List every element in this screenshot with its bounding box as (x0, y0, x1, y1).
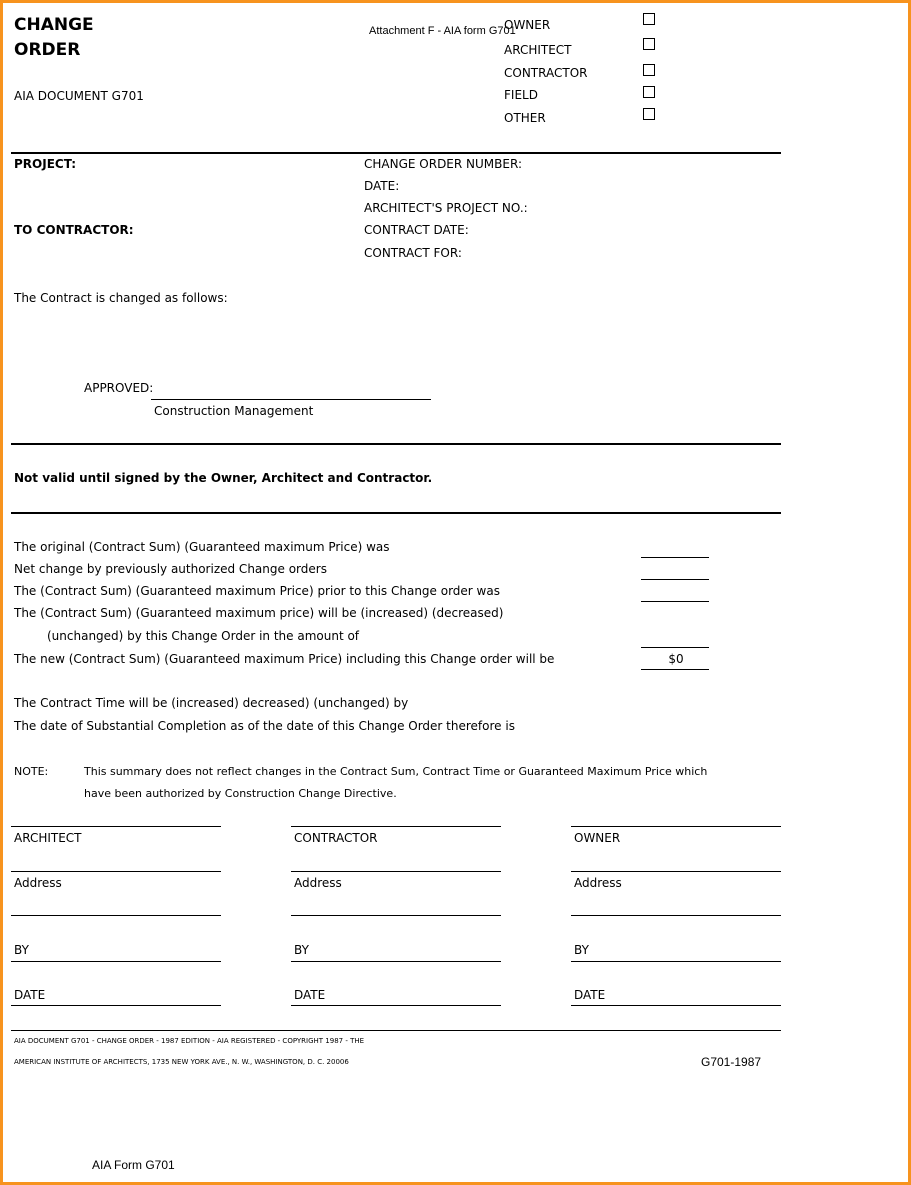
distribution-contractor-checkbox[interactable] (643, 64, 655, 76)
will-be-text-line1: The (Contract Sum) (Guaranteed maximum price) will be (increased) (decreased) (14, 606, 504, 620)
approved-label: APPROVED: (84, 381, 154, 395)
form-title-line1: CHANGE (14, 15, 94, 35)
architect-date-line[interactable] (11, 1005, 221, 1006)
change-amount-field[interactable] (641, 647, 709, 648)
owner-address-line[interactable] (571, 871, 781, 872)
owner-by-label: BY (574, 943, 589, 957)
form-title-line2: ORDER (14, 40, 81, 60)
copyright-line1: AIA DOCUMENT G701 - CHANGE ORDER - 1987 EDITION - AIA REGISTERED - COPYRIGHT 1987 - THE (14, 1037, 365, 1045)
changed-as-follows-text: The Contract is changed as follows: (14, 291, 228, 305)
new-sum-value: $0 (668, 652, 684, 666)
note-text-line1: This summary does not reflect changes in the Contract Sum, Contract Time or Guaranteed Maximum Price which (84, 765, 708, 778)
distribution-field-label: FIELD (504, 88, 538, 102)
contractor-by-line[interactable] (291, 961, 501, 962)
note-label: NOTE: (14, 765, 49, 778)
note-text-line2: have been authorized by Construction Change Directive. (84, 787, 397, 800)
architect-by-line[interactable] (11, 961, 221, 962)
substantial-completion-text: The date of Substantial Completion as of the date of this Change Order therefore is (14, 719, 515, 733)
owner-address-line-2[interactable] (571, 915, 781, 916)
form-code: G701-1987 (701, 1055, 762, 1069)
net-change-text: Net change by previously authorized Change orders (14, 562, 327, 576)
architect-signature-line[interactable] (11, 826, 221, 827)
prior-sum-text: The (Contract Sum) (Guaranteed maximum Price) prior to this Change order was (14, 584, 500, 598)
contract-time-text: The Contract Time will be (increased) decreased) (unchanged) by (14, 696, 409, 710)
owner-by-line[interactable] (571, 961, 781, 962)
project-label: PROJECT: (14, 157, 77, 171)
architect-address-line[interactable] (11, 871, 221, 872)
distribution-field-checkbox[interactable] (643, 86, 655, 98)
distribution-contractor-label: CONTRACTOR (504, 66, 588, 80)
divider (11, 152, 781, 154)
architect-project-no-label: ARCHITECT'S PROJECT NO.: (364, 201, 528, 215)
will-be-text-line2: (unchanged) by this Change Order in the amount of (47, 629, 360, 643)
contractor-address-label: Address (294, 876, 342, 890)
distribution-architect-label: ARCHITECT (504, 43, 572, 57)
owner-date-label: DATE (574, 988, 606, 1002)
distribution-owner-checkbox[interactable] (643, 13, 655, 25)
architect-date-label: DATE (14, 988, 46, 1002)
distribution-other-checkbox[interactable] (643, 108, 655, 120)
contractor-address-line-2[interactable] (291, 915, 501, 916)
approved-signature-line[interactable] (151, 399, 431, 400)
contractor-date-label: DATE (294, 988, 326, 1002)
owner-signature-line[interactable] (571, 826, 781, 827)
change-order-number-label: CHANGE ORDER NUMBER: (364, 157, 522, 171)
contract-date-label: CONTRACT DATE: (364, 223, 469, 237)
owner-label: OWNER (574, 831, 621, 845)
contractor-by-label: BY (294, 943, 309, 957)
validity-notice: Not valid until signed by the Owner, Architect and Contractor. (14, 471, 433, 485)
architect-label: ARCHITECT (14, 831, 82, 845)
architect-address-line-2[interactable] (11, 915, 221, 916)
to-contractor-label: TO CONTRACTOR: (14, 223, 134, 237)
net-change-field[interactable] (641, 579, 709, 580)
form-name: AIA Form G701 (92, 1158, 175, 1172)
contract-for-label: CONTRACT FOR: (364, 246, 462, 260)
date-label: DATE: (364, 179, 400, 193)
distribution-owner-label: OWNER (504, 18, 551, 32)
prior-sum-field[interactable] (641, 601, 709, 602)
contractor-signature-line[interactable] (291, 826, 501, 827)
distribution-other-label: OTHER (504, 111, 546, 125)
architect-by-label: BY (14, 943, 29, 957)
distribution-architect-checkbox[interactable] (643, 38, 655, 50)
owner-address-label: Address (574, 876, 622, 890)
attachment-label: Attachment F - AIA form G701 (369, 25, 516, 37)
contractor-date-line[interactable] (291, 1005, 501, 1006)
original-sum-field[interactable] (641, 557, 709, 558)
divider (11, 512, 781, 514)
contractor-label: CONTRACTOR (294, 831, 378, 845)
contractor-address-line[interactable] (291, 871, 501, 872)
approved-by-label: Construction Management (154, 404, 314, 418)
divider (11, 1030, 781, 1031)
original-sum-text: The original (Contract Sum) (Guaranteed maximum Price) was (14, 540, 390, 554)
new-sum-field-line[interactable] (641, 669, 709, 670)
divider (11, 443, 781, 445)
owner-date-line[interactable] (571, 1005, 781, 1006)
architect-address-label: Address (14, 876, 62, 890)
document-id: AIA DOCUMENT G701 (14, 89, 144, 103)
copyright-line2: AMERICAN INSTITUTE OF ARCHITECTS, 1735 NEW YORK AVE., N. W., WASHINGTON, D. C. 20006 (14, 1058, 349, 1066)
new-sum-text: The new (Contract Sum) (Guaranteed maximum Price) including this Change order will be (14, 652, 555, 666)
